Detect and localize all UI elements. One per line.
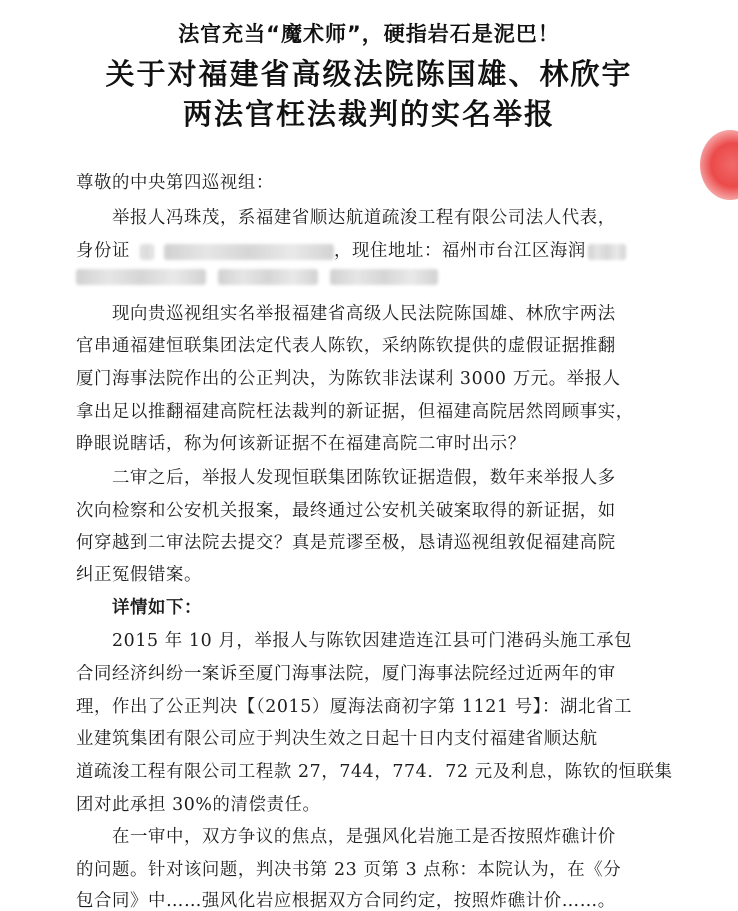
paragraph-4-line-2: 合同经济纠纷一案诉至厦门海事法院，厦门海事法院经过近两年的审 <box>76 664 616 684</box>
paragraph-4-line-4: 业建筑集团有限公司应于判决生效之日起十日内支付福建省顺达航 <box>76 729 598 749</box>
paragraph-2-line-5: 睁眼说瞎话，称为何该新证据不在福建高院二审时出示？ <box>76 434 526 454</box>
paragraph-3-line-2: 次向检察和公安机关报案，最终通过公安机关破案取得的新证据，如 <box>76 501 616 521</box>
paragraph-4-line-3: 理，作出了公正判决【（2015）厦海法商初字第 1121 号】：湖北省工 <box>76 697 632 717</box>
paragraph-4-line-1: 2015 年 10 月，举报人与陈钦因建造连江县可门港码头施工承包 <box>112 631 633 651</box>
paragraph-1-line-2 <box>76 236 626 261</box>
document-subtitle: 法官充当“魔术师”，硬指岩石是泥巴！ <box>178 22 560 46</box>
paragraph-2-line-1: 现向贵巡视组实名举报福建省高级人民法院陈国雄、林欣宇两法 <box>112 304 616 324</box>
redacted-address <box>588 244 626 260</box>
document-title-line-1: 关于对福建省高级法院陈国雄、林欣宇 <box>105 57 633 91</box>
paragraph-2-line-4: 拿出足以推翻福建高院枉法裁判的新证据，但福建高院居然罔顾事实， <box>76 402 634 422</box>
redacted-id-number <box>140 244 154 260</box>
paragraph-5-line-3: 包合同》中……强风化岩应根据双方合同约定，按照炸礁计价……。 <box>76 891 616 911</box>
paragraph-4-line-6: 团对此承担 30%的清偿责任。 <box>76 795 321 815</box>
paragraph-3-line-3: 何穿越到二审法院去提交？真是荒谬至极，恳请巡视组敦促福建高院 <box>76 533 616 553</box>
redacted-id-number-2 <box>164 244 334 260</box>
id-card-label: 身份证 <box>76 241 130 261</box>
paragraph-1-line-3 <box>76 266 438 286</box>
paragraph-3-line-1: 二审之后，举报人发现恒联集团陈钦证据造假，数年来举报人多 <box>112 468 616 488</box>
paragraph-4-line-5: 道疏浚工程有限公司工程款 27，744，774．72 元及利息，陈钦的恒联集 <box>76 762 673 782</box>
red-seal-stamp <box>700 130 738 200</box>
address-label: ，现住地址：福州市台江区海润 <box>333 241 586 261</box>
paragraph-2-line-2: 官串通福建恒联集团法定代表人陈钦，采纳陈钦提供的虚假证据推翻 <box>76 336 616 356</box>
paragraph-1-line-1: 举报人冯珠茂，系福建省顺达航道疏浚工程有限公司法人代表， <box>112 208 616 228</box>
details-heading: 详情如下： <box>112 598 202 618</box>
redacted-address-2 <box>76 269 206 285</box>
salutation: 尊敬的中央第四巡视组： <box>76 173 274 193</box>
document-title-line-2: 两法官枉法裁判的实名举报 <box>182 97 555 131</box>
redacted-address-4 <box>330 269 438 285</box>
paragraph-5-line-2: 的问题。针对该问题，判决书第 23 页第 3 点称：本院认为，在《分 <box>76 860 622 880</box>
paragraph-2-line-3: 厦门海事法院作出的公正判决，为陈钦非法谋利 3000 万元。举报人 <box>76 369 621 389</box>
paragraph-3-line-4: 纠正冤假错案。 <box>76 565 202 585</box>
redacted-address-3 <box>218 269 318 285</box>
paragraph-5-line-1: 在一审中，双方争议的焦点，是强风化岩施工是否按照炸礁计价 <box>112 827 616 847</box>
